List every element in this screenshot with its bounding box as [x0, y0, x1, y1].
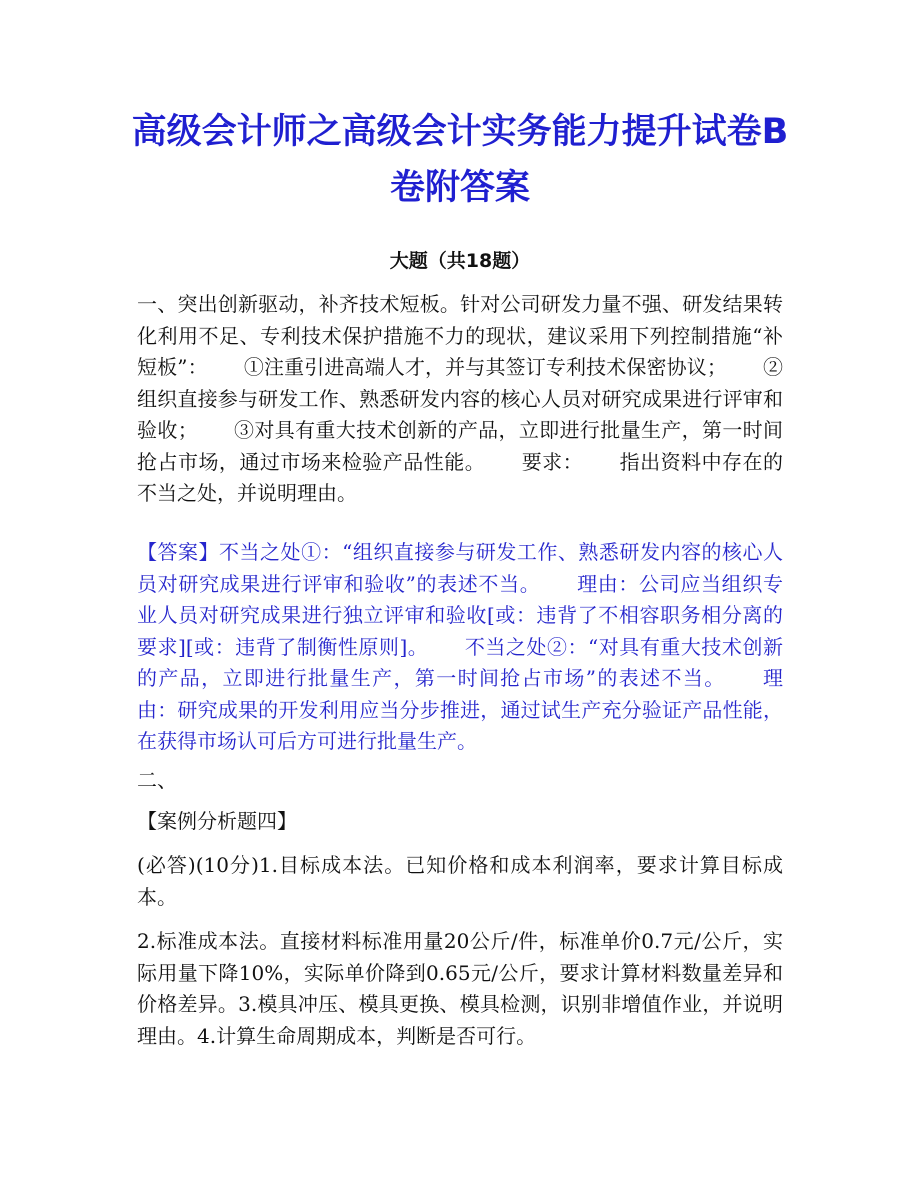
question-1-measure-2: ②组织直接参与研发工作、熟悉研发内容的核心人员对研究成果进行评审和验收；: [137, 355, 784, 442]
answer-1-issue-2: 不当之处②：“对具有重大技术创新的产品，立即进行批量生产，第一时间抢占市场”的表述不当。: [137, 634, 783, 690]
answer-1-reason-2: 理由：研究成果的开发利用应当分步推进，通过试生产充分验证产品性能，在获得市场认可后方可进行批量生产。: [137, 666, 783, 753]
document-title: 高级会计师之高级会计实务能力提升试卷B卷附答案: [131, 112, 789, 208]
question-2-heading: 二、: [137, 768, 177, 792]
question-1-requirement: 指出资料中存在的不当之处，并说明理由。: [137, 449, 784, 505]
question-1: [137, 289, 783, 510]
answer-1-issue-1: 【答案】不当之处①：“组织直接参与研发工作、熟悉研发内容的核心人员对研究成果进行评审和验收”的表述不当。: [137, 540, 783, 596]
question-1-intro: 一、突出创新驱动，补齐技术短板。针对公司研发力量不强、研发结果转化利用不足、专利技术保护措施不力的现状，建议采用下列控制措施“补短板”：: [137, 292, 783, 379]
answer-1-reason-1: 理由：公司应当组织专业人员对研究成果进行独立评审和验收[或：违背了不相容职务相分离的要求][或：违背了制衡性原则]。: [137, 571, 783, 659]
question-1-measure-3: ③对具有重大技术创新的产品，立即进行批量生产，第一时间抢占市场，通过市场来检验产品性能。: [137, 418, 784, 474]
question-2-paragraph-1: (必答)(10分)1.目标成本法。已知价格和成本利润率，要求计算目标成本。: [137, 853, 783, 909]
section-heading: 大题（共18题）: [389, 250, 531, 272]
answer-1: [137, 537, 783, 758]
question-1-requirement-label: 要求：: [521, 449, 584, 474]
question-1-measure-1: ①注重引进高端人才，并与其签订专利技术保密协议；: [243, 355, 727, 379]
question-2-paragraph-2: 2.标准成本法。直接材料标准用量20公斤/件，标准单价0.7元/公斤，实际用量下降10%，实际单价降到0.65元/公斤，要求计算材料数量差异和价格差异。3.模具冲压、模具更换、模具检测，识别非增值作业，并说明理由。4.计算生命周期成本，判断是否可行。: [137, 929, 783, 1048]
case-label: 【案例分析题四】: [137, 809, 297, 833]
